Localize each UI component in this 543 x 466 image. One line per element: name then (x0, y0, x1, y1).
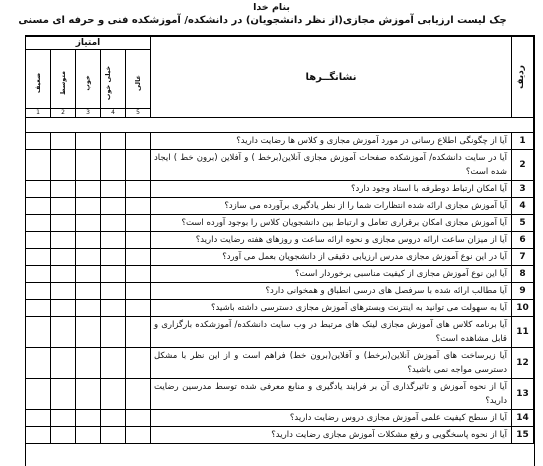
score-cell-5[interactable] (126, 427, 151, 444)
table-row (25, 232, 533, 249)
score-cell-4[interactable] (101, 266, 126, 283)
indicator-text: آیا آموزش مجازی امکان برقراری تعامل و ارتباط بین دانشجویان کلاس را بوجود آورده است؟ (151, 215, 512, 232)
score-cell-1[interactable] (25, 232, 50, 249)
score-cell-5[interactable] (126, 215, 151, 232)
score-cell-2[interactable] (51, 133, 76, 150)
score-cell-4[interactable] (101, 348, 126, 379)
score-cell-2[interactable] (51, 317, 76, 348)
score-cell-2[interactable] (51, 283, 76, 300)
table-row (25, 266, 533, 283)
score-cell-1[interactable] (25, 249, 50, 266)
table-row (25, 198, 533, 215)
score-cell-3[interactable] (76, 181, 101, 198)
header-spacer (25, 118, 533, 133)
score-cell-5[interactable] (126, 379, 151, 410)
indicator-text: آیا این نوع آموزش مجازی از کیفیت مناسبی برخوردار است؟ (151, 266, 512, 283)
score-cell-2[interactable] (51, 232, 76, 249)
score-cell-1[interactable] (25, 150, 50, 181)
row-number: 12 (512, 348, 534, 379)
score-cell-1[interactable] (25, 198, 50, 215)
score-cell-3[interactable] (76, 410, 101, 427)
table-row (25, 379, 533, 410)
score-cell-2[interactable] (51, 348, 76, 379)
score-level-4-header: خیلی خوب (101, 50, 126, 109)
score-cell-5[interactable] (126, 300, 151, 317)
indicators-header: نشانگــرها (151, 37, 512, 118)
score-cell-4[interactable] (101, 232, 126, 249)
score-cell-4[interactable] (101, 379, 126, 410)
score-cell-1[interactable] (25, 283, 50, 300)
row-number: 6 (512, 232, 534, 249)
score-cell-5[interactable] (126, 150, 151, 181)
score-cell-4[interactable] (101, 198, 126, 215)
table-row (25, 215, 533, 232)
score-cell-5[interactable] (126, 410, 151, 427)
table-row (25, 181, 533, 198)
indicator-text: آیا زیرساخت های آموزش آنلاین(برخط) و آفلاین(برون خط) فراهم است و از این نظر با مشکل دسترسی مواجه نمی باشید؟ (151, 348, 512, 379)
score-cell-4[interactable] (101, 133, 126, 150)
score-cell-1[interactable] (25, 181, 50, 198)
score-level-4-number: 4 (101, 109, 126, 118)
score-cell-1[interactable] (25, 379, 50, 410)
row-number: 11 (512, 317, 534, 348)
score-cell-3[interactable] (76, 232, 101, 249)
row-number: 2 (512, 150, 534, 181)
score-cell-4[interactable] (101, 181, 126, 198)
table-row (25, 300, 533, 317)
row-number: 5 (512, 215, 534, 232)
row-number: 4 (512, 198, 534, 215)
score-cell-3[interactable] (76, 150, 101, 181)
score-cell-5[interactable] (126, 283, 151, 300)
indicator-text: آیا از سطح کیفیت علمی آموزش مجازی دروس رضایت دارید؟ (151, 410, 512, 427)
score-cell-4[interactable] (101, 410, 126, 427)
score-level-1-header: ضعیف (25, 50, 50, 109)
table-row (25, 317, 533, 348)
indicator-text: آیا از نحوه آموزش و تاثیرگذاری آن بر فرایند یادگیری و منابع معرفی شده توسط مدرسین رضایت دارید؟ (151, 379, 512, 410)
score-cell-2[interactable] (51, 215, 76, 232)
score-cell-3[interactable] (76, 379, 101, 410)
score-cell-1[interactable] (25, 317, 50, 348)
score-cell-3[interactable] (76, 215, 101, 232)
score-cell-3[interactable] (76, 198, 101, 215)
row-number: 1 (512, 133, 534, 150)
indicator-text: آیا برنامه کلاس های آموزش مجازی لینک های مرتبط در وب سایت دانشکده/ آموزشکده بارگزاری و قابل مشاهده است؟ (151, 317, 512, 348)
indicator-text: آیا از میزان ساعت ارائه دروس مجازی و نحوه ارائه ساعت و روزهای هفته رضایت دارید؟ (151, 232, 512, 249)
score-cell-2[interactable] (51, 249, 76, 266)
row-number: 9 (512, 283, 534, 300)
checklist-table (25, 36, 534, 444)
score-cell-2[interactable] (51, 150, 76, 181)
score-cell-4[interactable] (101, 249, 126, 266)
document-subtitle: چک لیست ارزیابی آموزش مجازی(از نظر دانشجویان) در دانشکده/ آموزشکده فنی و حرفه ای مسنی (18, 15, 507, 26)
checklist-sheet (25, 35, 535, 466)
score-level-3-number: 3 (76, 109, 101, 118)
score-cell-2[interactable] (51, 266, 76, 283)
row-number: 8 (512, 266, 534, 283)
indicator-text: آیا از نحوه پاسخگویی و رفع مشکلات آموزش مجازی رضایت دارید؟ (151, 427, 512, 444)
table-row (25, 348, 533, 379)
score-cell-3[interactable] (76, 427, 101, 444)
score-cell-5[interactable] (126, 317, 151, 348)
score-level-1-number: 1 (25, 109, 50, 118)
table-row (25, 410, 533, 427)
score-cell-5[interactable] (126, 249, 151, 266)
score-level-3-header: خوب (76, 50, 101, 109)
row-number: 14 (512, 410, 534, 427)
score-cell-3[interactable] (76, 317, 101, 348)
score-cell-3[interactable] (76, 249, 101, 266)
score-cell-5[interactable] (126, 232, 151, 249)
indicator-text: آیا امکان ارتباط دوطرفه با استاد وجود دارد؟ (151, 181, 512, 198)
score-cell-2[interactable] (51, 427, 76, 444)
table-row (25, 283, 533, 300)
score-cell-3[interactable] (76, 300, 101, 317)
table-row (25, 427, 533, 444)
score-cell-2[interactable] (51, 198, 76, 215)
row-number: 10 (512, 300, 534, 317)
score-cell-4[interactable] (101, 427, 126, 444)
score-level-2-number: 2 (51, 109, 76, 118)
row-number-header: ردیف (512, 37, 534, 118)
document-title: بنام خدا (253, 2, 290, 13)
row-number: 7 (512, 249, 534, 266)
indicator-text: آیا آموزش مجازی ارائه شده انتظارات شما را از نظر یادگیری برآورده می سازد؟ (151, 198, 512, 215)
row-number: 13 (512, 379, 534, 410)
score-cell-1[interactable] (25, 427, 50, 444)
score-cell-2[interactable] (51, 181, 76, 198)
score-cell-1[interactable] (25, 215, 50, 232)
score-cell-5[interactable] (126, 133, 151, 150)
score-cell-4[interactable] (101, 300, 126, 317)
score-cell-4[interactable] (101, 283, 126, 300)
score-cell-3[interactable] (76, 283, 101, 300)
score-cell-5[interactable] (126, 348, 151, 379)
score-cell-3[interactable] (76, 266, 101, 283)
score-cell-2[interactable] (51, 410, 76, 427)
row-number: 3 (512, 181, 534, 198)
score-cell-1[interactable] (25, 410, 50, 427)
score-header: امتیاز (25, 37, 150, 50)
score-cell-5[interactable] (126, 198, 151, 215)
score-level-5-number: 5 (126, 109, 151, 118)
score-cell-2[interactable] (51, 379, 76, 410)
score-cell-2[interactable] (51, 300, 76, 317)
score-cell-1[interactable] (25, 348, 50, 379)
score-cell-4[interactable] (101, 317, 126, 348)
indicator-text: آیا در سایت دانشکده/ آموزشکده صفحات آموزش مجازی آنلاین(برخط ) و آفلاین (برون خط ) ایجاد شده است؟ (151, 150, 512, 181)
indicator-text: آیا به سهولت می توانید به اینترنت وبسترهای آموزش مجازی دسترسی داشته باشید؟ (151, 300, 512, 317)
table-row (25, 150, 533, 181)
table-row (25, 249, 533, 266)
table-row (25, 133, 533, 150)
score-cell-1[interactable] (25, 133, 50, 150)
score-cell-1[interactable] (25, 300, 50, 317)
score-cell-4[interactable] (101, 215, 126, 232)
score-level-2-header: متوسط (51, 50, 76, 109)
score-cell-1[interactable] (25, 266, 50, 283)
score-cell-5[interactable] (126, 181, 151, 198)
score-cell-5[interactable] (126, 266, 151, 283)
score-level-5-header: عالی (126, 50, 151, 109)
indicator-text: آیا از چگونگی اطلاع رسانی در مورد آموزش مجازی و کلاس ها رضایت دارید؟ (151, 133, 512, 150)
row-number: 15 (512, 427, 534, 444)
score-cell-4[interactable] (101, 150, 126, 181)
score-cell-3[interactable] (76, 133, 101, 150)
indicator-text: آیا در این نوع آموزش مجازی مدرس ارزیابی دقیقی از دانشجویان بعمل می آورد؟ (151, 249, 512, 266)
score-cell-3[interactable] (76, 348, 101, 379)
indicator-text: آیا مطالب ارائه شده با سرفصل های درسی انطباق و همخوانی دارد؟ (151, 283, 512, 300)
